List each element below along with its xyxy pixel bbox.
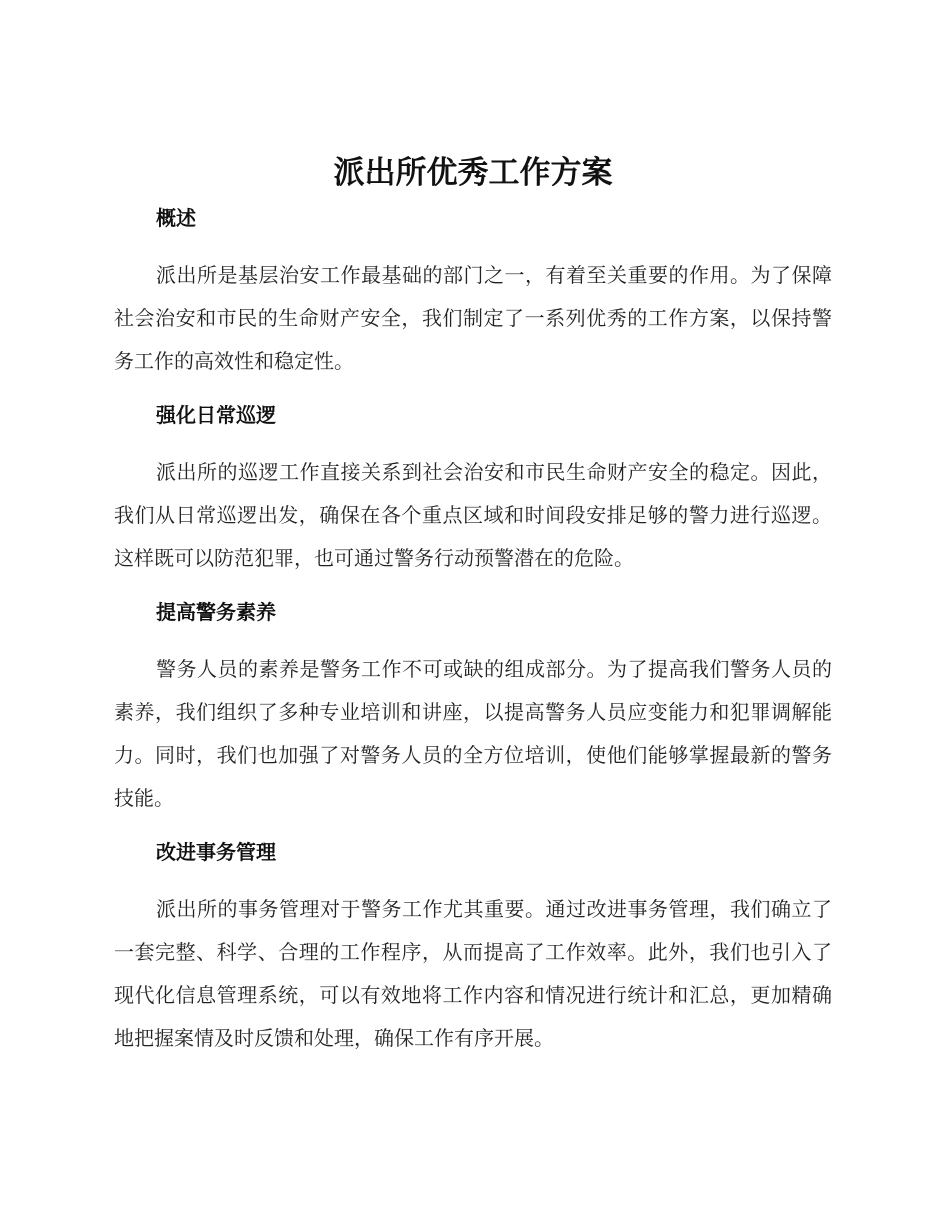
section-paragraph: 派出所的事务管理对于警务工作尤其重要。通过改进事务管理，我们确立了一套完整、科学、合理的工作程序，从而提高了工作效率。此外，我们也引入了现代化信息管理系统，可以有效地将工作内容和情况进行统计和汇总，更加精确地把握案情及时反馈和处理，确保工作有序开展。 <box>114 897 832 1050</box>
section-paragraph: 派出所的巡逻工作直接关系到社会治安和市民生命财产安全的稳定。因此，我们从日常巡逻出发，确保在各个重点区域和时间段安排足够的警力进行巡逻。这样既可以防范犯罪，也可通过警务行动预警潜在的危险。 <box>114 460 832 570</box>
section-heading: 概述 <box>156 206 196 230</box>
section-affairs-management <box>114 836 832 1060</box>
section-heading: 提高警务素养 <box>156 600 276 624</box>
document-title: 派出所优秀工作方案 <box>333 155 613 191</box>
section-patrol <box>114 399 832 596</box>
section-heading: 改进事务管理 <box>156 840 276 864</box>
section-police-quality <box>114 596 832 836</box>
section-overview <box>114 202 832 399</box>
section-heading: 强化日常巡逻 <box>156 403 276 427</box>
section-paragraph: 派出所是基层治安工作最基础的部门之一，有着至关重要的作用。为了保障社会治安和市民的生命财产安全，我们制定了一系列优秀的工作方案，以保持警务工作的高效性和稳定性。 <box>114 263 832 373</box>
section-paragraph: 警务人员的素养是警务工作不可或缺的组成部分。为了提高我们警务人员的素养，我们组织了多种专业培训和讲座，以提高警务人员应变能力和犯罪调解能力。同时，我们也加强了对警务人员的全方位培训，使他们能够掌握最新的警务技能。 <box>114 657 832 810</box>
document-page <box>114 150 832 1060</box>
